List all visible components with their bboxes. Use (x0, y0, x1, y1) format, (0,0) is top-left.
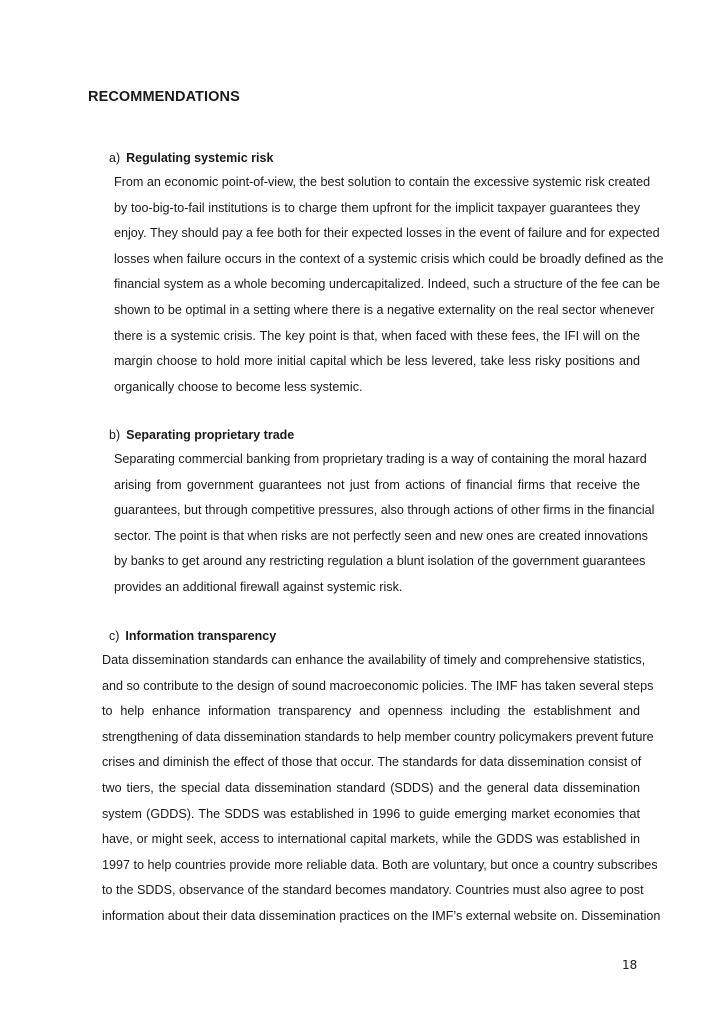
paragraph-line: financial system as a whole becoming undercapitalized. Indeed, such a structure of the fee can be (114, 277, 661, 292)
paragraph-line: to the SDDS, observance of the standard becomes mandatory. Countries must also agree to post (102, 883, 644, 898)
section-a-title (109, 151, 273, 165)
section-a-heading: Regulating systemic risk (126, 151, 274, 165)
paragraph-line: losses when failure occurs in the context of a systemic crisis which could be broadly defined as the (114, 251, 664, 266)
paragraph-line: provides an additional firewall against systemic risk. (114, 579, 403, 594)
section-b-label: b) (109, 428, 121, 442)
section-b-paragraph (114, 447, 655, 601)
page-number: 18 (622, 958, 638, 972)
paragraph-line: and so contribute to the design of sound macroeconomic policies. The IMF has taken several steps (102, 678, 654, 693)
paragraph-line: two tiers, the special data dissemination standard (SDDS) and the general data dissemination (102, 780, 640, 795)
paragraph-line: Separating commercial banking from proprietary trading is a way of containing the moral hazard (114, 452, 647, 466)
paragraph-line: have, or might seek, access to international capital markets, while the GDDS was established in (102, 832, 640, 847)
paragraph-line: Data dissemination standards can enhance the availability of timely and comprehensive statistics, (102, 653, 646, 667)
section-c-paragraph (102, 648, 661, 930)
paragraph-line: strengthening of data dissemination standards to help member country policymakers prevent future (102, 729, 654, 744)
paragraph-line: arising from government guarantees not just from actions of financial firms that receive the (114, 477, 640, 492)
paragraph-line: by banks to get around any restricting regulation a blunt isolation of the government guarantees (114, 554, 646, 569)
section-b-heading: Separating proprietary trade (126, 428, 295, 442)
paragraph-line: From an economic point-of-view, the best solution to contain the excessive systemic risk created (114, 175, 651, 189)
paragraph-line: there is a systemic crisis. The key point is that, when faced with these fees, the IFI will on the (114, 328, 640, 343)
paragraph-line: guarantees, but through competitive pressures, also through actions of other firms in the financial (114, 503, 655, 518)
section-a-paragraph (114, 170, 664, 400)
section-c-title (109, 629, 276, 643)
paragraph-line: organically choose to become less systemic. (114, 379, 363, 394)
paragraph-line: 1997 to help countries provide more reliable data. Both are voluntary, but once a country subscribes (102, 857, 658, 872)
paragraph-line: enjoy. They should pay a fee both for their expected losses in the event of failure and for expected (114, 226, 660, 241)
page-heading: RECOMMENDATIONS (88, 89, 240, 105)
paragraph-line: system (GDDS). The SDDS was established in 1996 to guide emerging market economies that (102, 806, 640, 821)
paragraph-line: crises and diminish the effect of those that occur. The standards for data dissemination consist of (102, 755, 642, 770)
paragraph-line: margin choose to hold more initial capital which be less levered, take less risky positions and (114, 354, 640, 369)
paragraph-line: by too-big-to-fail institutions is to charge them upfront for the implicit taxpayer guarantees they (114, 200, 640, 215)
section-c-heading: Information transparency (125, 629, 277, 643)
paragraph-line: shown to be optimal in a setting where there is a negative externality on the real sector whenever (114, 302, 655, 317)
paragraph-line: information about their data dissemination practices on the IMF’s external website on. Dissemination (102, 908, 661, 923)
section-b-title (109, 428, 294, 442)
section-a-label: a) (109, 151, 121, 165)
paragraph-line: sector. The point is that when risks are not perfectly seen and new ones are created innovations (114, 528, 648, 543)
section-c-label: c) (109, 629, 120, 643)
paragraph-line: to help enhance information transparency and openness including the establishment and (102, 704, 640, 719)
